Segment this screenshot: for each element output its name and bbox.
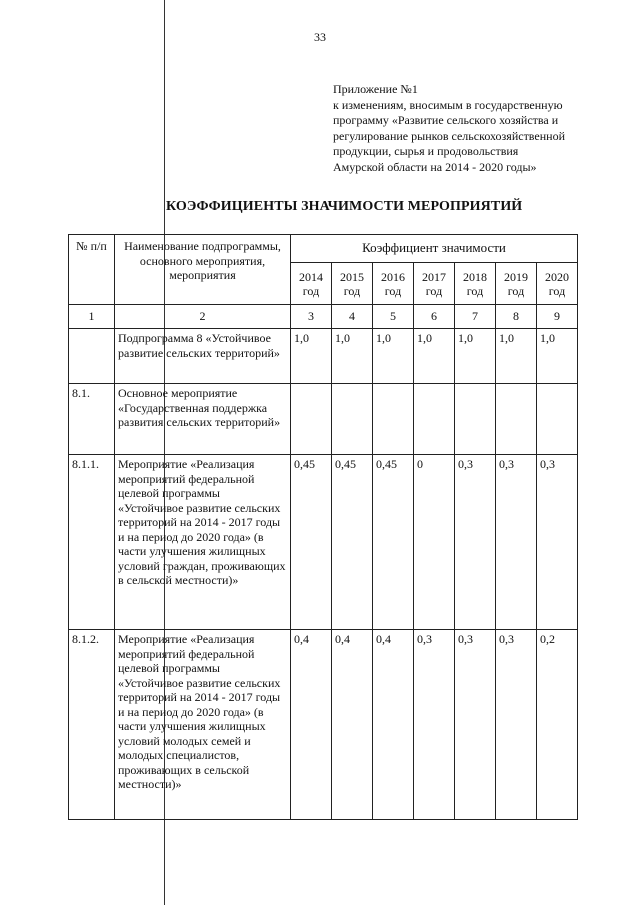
index-cell: 1 xyxy=(69,305,115,329)
table-row xyxy=(69,384,578,455)
row-name: Основное мероприятие «Государственная поддержка развития сельских территорий» xyxy=(115,384,291,455)
appendix-line: продукции, сырья и продовольствия xyxy=(333,144,519,158)
header-year: 2016 год xyxy=(373,263,414,305)
header-year: 2015 год xyxy=(332,263,373,305)
row-value: 0,45 xyxy=(291,455,332,630)
row-num xyxy=(69,329,115,384)
table-row xyxy=(69,630,578,820)
row-value: 0,3 xyxy=(537,455,578,630)
index-cell: 8 xyxy=(496,305,537,329)
coefficients-table xyxy=(68,234,578,820)
row-value xyxy=(414,384,455,455)
row-value: 1,0 xyxy=(496,329,537,384)
header-year: 2020 год xyxy=(537,263,578,305)
row-value: 1,0 xyxy=(455,329,496,384)
header-year: 2019 год xyxy=(496,263,537,305)
row-value xyxy=(496,384,537,455)
row-name: Мероприятие «Реализация мероприятий федеральной целевой программы «Устойчивое развитие сельских территорий на 2014 - 2017 годы и на период до 2020 года» (в части улучшения жилищных условий молодых семей и молодых специалистов, проживающих в сельской местности)» xyxy=(115,630,291,820)
appendix-line: программу «Развитие сельского хозяйства и xyxy=(333,113,559,127)
row-value: 0,4 xyxy=(291,630,332,820)
row-value: 0,4 xyxy=(373,630,414,820)
row-num: 8.1.1. xyxy=(69,455,115,630)
row-num: 8.1. xyxy=(69,384,115,455)
row-value xyxy=(373,384,414,455)
index-row xyxy=(69,305,578,329)
row-value: 0,4 xyxy=(332,630,373,820)
row-value xyxy=(291,384,332,455)
row-value: 0,45 xyxy=(332,455,373,630)
header-year: 2018 год xyxy=(455,263,496,305)
row-value: 0,2 xyxy=(537,630,578,820)
row-num: 8.1.2. xyxy=(69,630,115,820)
header-name: Наименование подпрограммы, основного мероприятия, мероприятия xyxy=(115,235,291,305)
row-value xyxy=(537,384,578,455)
document-title: КОЭФФИЦИЕНТЫ ЗНАЧИМОСТИ МЕРОПРИЯТИЙ xyxy=(166,199,523,214)
index-cell: 3 xyxy=(291,305,332,329)
row-name: Подпрограмма 8 «Устойчивое развитие сельских территорий» xyxy=(115,329,291,384)
row-value: 1,0 xyxy=(537,329,578,384)
index-cell: 9 xyxy=(537,305,578,329)
row-value: 0,3 xyxy=(496,630,537,820)
row-name: Мероприятие «Реализация мероприятий федеральной целевой программы «Устойчивое развитие сельских территорий на 2014 - 2017 годы и на период до 2020 года» (в части улучшения жилищных условий граждан, проживающих в сельской местности)» xyxy=(115,455,291,630)
row-value: 1,0 xyxy=(291,329,332,384)
table-row xyxy=(69,455,578,630)
header-num: № п/п xyxy=(69,235,115,305)
row-value: 0 xyxy=(414,455,455,630)
row-value xyxy=(332,384,373,455)
page-number: 33 xyxy=(314,30,326,44)
header-year: 2014 год xyxy=(291,263,332,305)
appendix-line: Приложение №1 xyxy=(333,82,418,96)
appendix-line: Амурской области на 2014 - 2020 годы» xyxy=(333,159,537,174)
index-cell: 4 xyxy=(332,305,373,329)
row-value: 0,3 xyxy=(455,630,496,820)
appendix-line: к изменениям, вносимым в государственную xyxy=(333,97,563,112)
header-coefficient: Коэффициент значимости xyxy=(291,235,578,263)
row-value: 1,0 xyxy=(414,329,455,384)
appendix-line: регулирование рынков сельскохозяйственной xyxy=(333,128,565,143)
row-value: 1,0 xyxy=(373,329,414,384)
row-value xyxy=(455,384,496,455)
row-value: 0,3 xyxy=(455,455,496,630)
header-year: 2017 год xyxy=(414,263,455,305)
row-value: 0,45 xyxy=(373,455,414,630)
row-value: 1,0 xyxy=(332,329,373,384)
appendix-note xyxy=(333,82,633,175)
row-value: 0,3 xyxy=(414,630,455,820)
index-cell: 7 xyxy=(455,305,496,329)
index-cell: 6 xyxy=(414,305,455,329)
index-cell: 5 xyxy=(373,305,414,329)
index-cell: 2 xyxy=(115,305,291,329)
row-value: 0,3 xyxy=(496,455,537,630)
table-row xyxy=(69,329,578,384)
